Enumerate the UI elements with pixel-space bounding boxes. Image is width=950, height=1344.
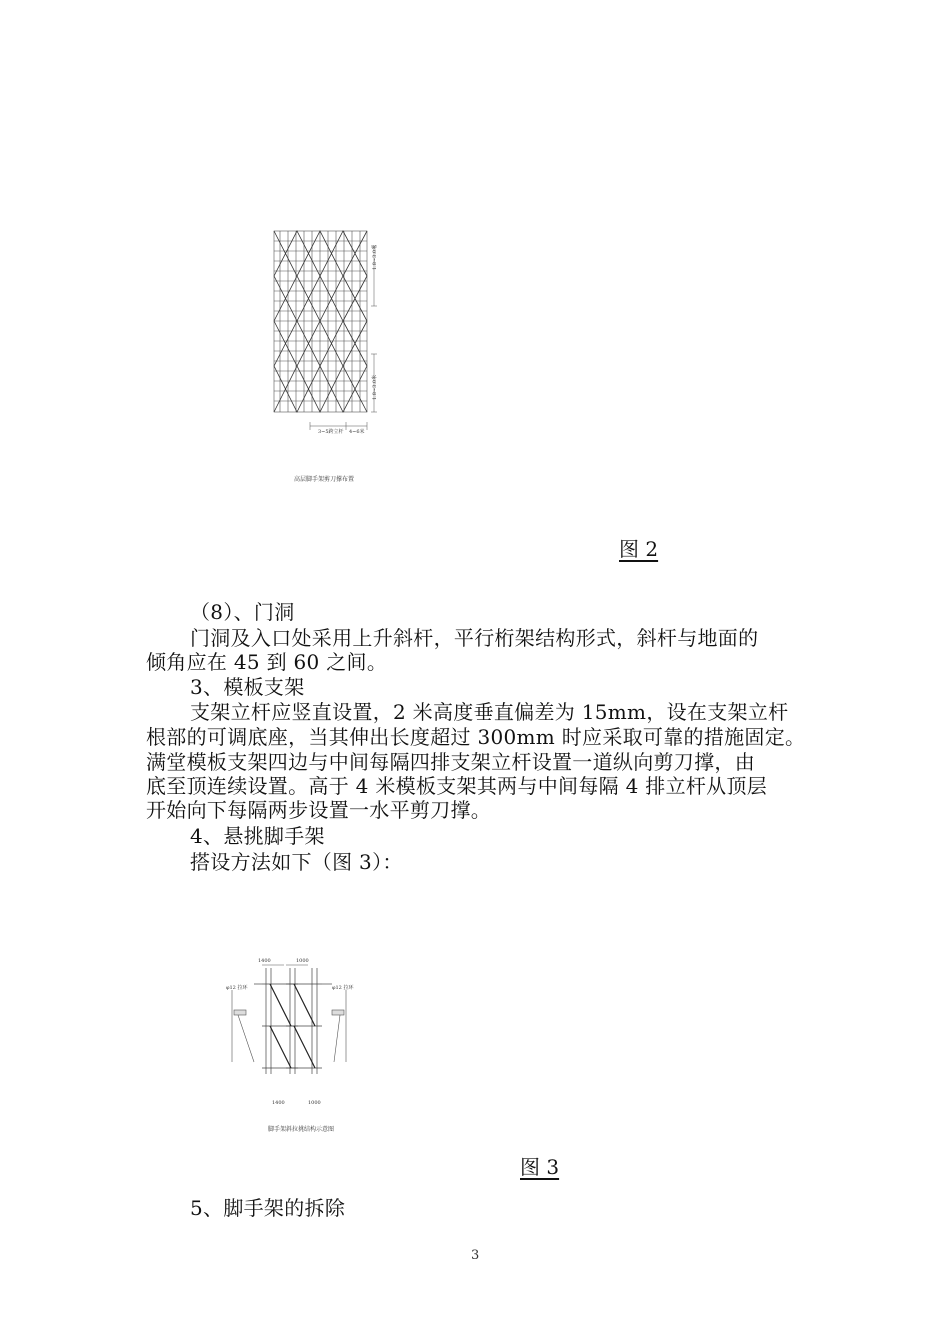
- paragraph-line: 支架立杆应竖直设置，2 米高度垂直偏差为 15mm，设在支架立杆: [190, 700, 789, 724]
- page-number: 3: [471, 1248, 480, 1263]
- figure-3-right-ring-label: φ12 拉环: [332, 985, 354, 991]
- figure-3-cantilever-drawing: [224, 962, 354, 1094]
- figure-2-inner-caption: 高层脚手架剪刀撑布置: [294, 476, 355, 483]
- paragraph-line: 底至顶连续设置。高于 4 米模板支架其两与中间每隔 4 排立杆从顶层: [146, 774, 768, 798]
- figure-2-dim-bottom: 1.8~3.0米: [372, 374, 378, 400]
- figure-2-dim-span: 3~5跨立杆: [318, 429, 344, 435]
- figure-2-dim-top: 1.8~3.0米: [372, 244, 378, 270]
- figure-3-top-dim-a: 1400: [258, 958, 271, 964]
- heading-5-scaffold-dismantling: 5、脚手架的拆除: [190, 1196, 346, 1220]
- paragraph-line: 门洞及入口处采用上升斜杆，平行桁架结构形式，斜杆与地面的: [190, 626, 759, 650]
- heading-4-cantilever-scaffold: 4、悬挑脚手架: [190, 824, 325, 848]
- figure-3-label: 图 3: [520, 1155, 560, 1179]
- figure-3-bottom-dim-b: 1000: [308, 1100, 321, 1106]
- heading-3-formwork-support: 3、模板支架: [190, 675, 305, 699]
- paragraph-line: 开始向下每隔两步设置一水平剪刀撑。: [146, 798, 492, 822]
- figure-2-scaffold-drawing: [266, 226, 382, 440]
- figure-3-bottom-dim-a: 1400: [272, 1100, 285, 1106]
- figure-2-label: 图 2: [619, 537, 659, 561]
- paragraph-line: 搭设方法如下（图 3）：: [190, 850, 403, 874]
- paragraph-line: 满堂模板支架四边与中间每隔四排支架立杆设置一道纵向剪刀撑，由: [146, 750, 755, 774]
- figure-3-top-dim-b: 1000: [296, 958, 309, 964]
- paragraph-line: 根部的可调底座，当其伸出长度超过 300mm 时应采取可靠的措施固定。: [146, 725, 806, 749]
- figure-2-dim-height: 4~6米: [349, 429, 365, 435]
- figure-3-left-ring-label: φ12 拉环: [226, 985, 248, 991]
- figure-3-inner-caption: 脚手架斜拉挑结构示意图: [268, 1126, 335, 1133]
- paragraph-line: 倾角应在 45 到 60 之间。: [146, 650, 388, 674]
- heading-8-door-opening: （8）、门洞: [190, 600, 295, 624]
